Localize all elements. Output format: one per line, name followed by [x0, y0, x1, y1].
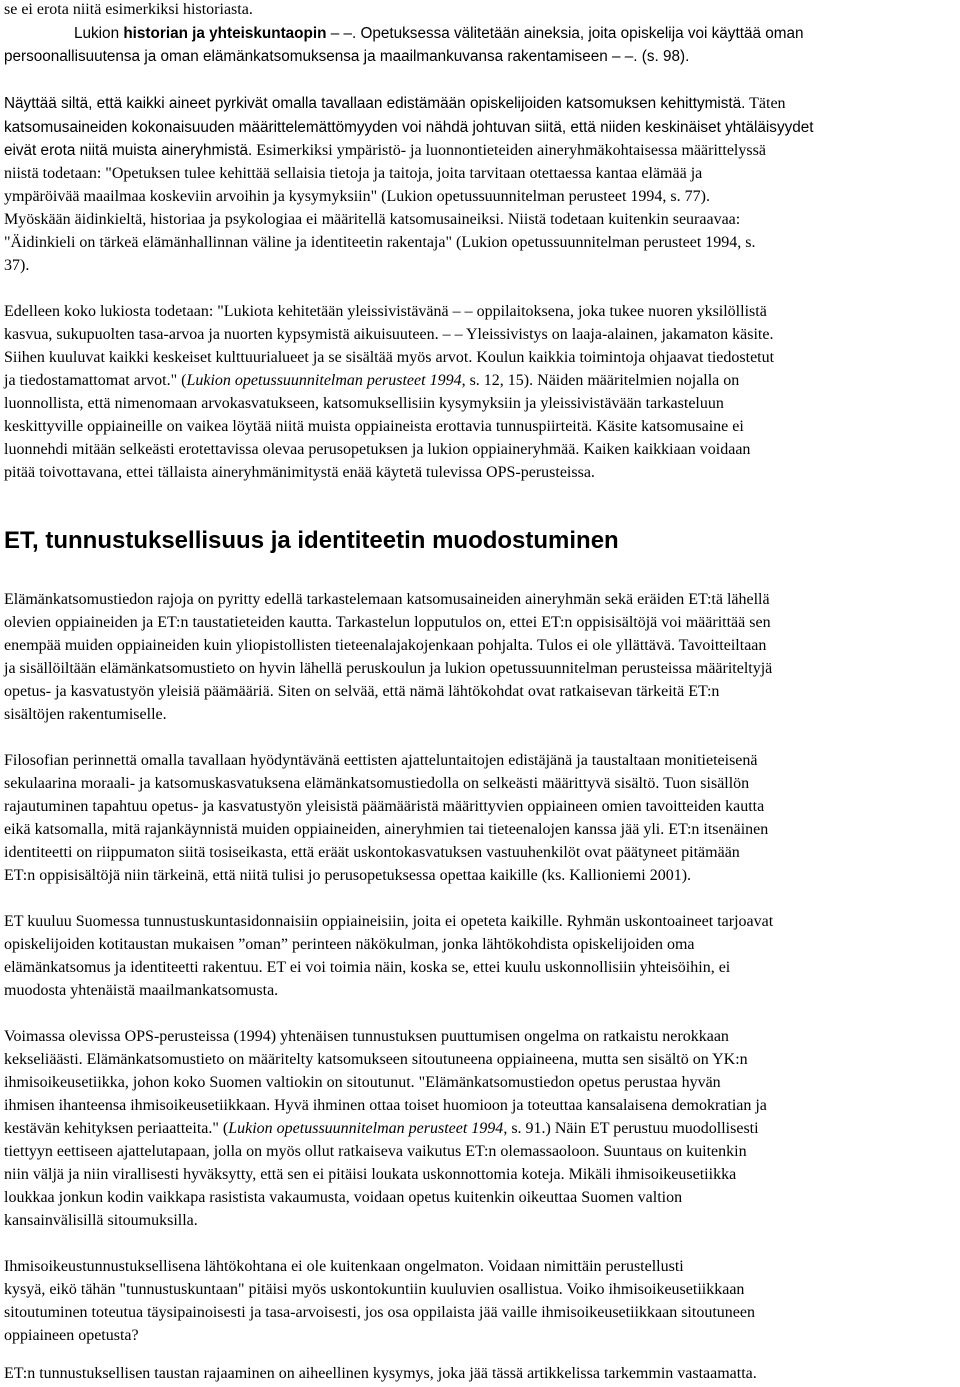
serif-run: Esimerkiksi ympäristö- ja luonnontieteiden aineryhmäkohtaisessa määrittelyssä [252, 142, 766, 159]
text-line: ET kuuluu Suomessa tunnustuskuntasidonnaisiin oppiaineisiin, joita ei opeteta kaikille. Ryhmän uskontoaineet tarjoavat [4, 913, 774, 930]
text-line: elämänkatsomus ja identiteetti rakentuu. ET ei voi toimia näin, koska se, ettei kuulu uskonnollisiin yhteisöihin, ei [4, 959, 731, 976]
text-line: ET:n oppisisältöjä niin tärkeinä, että niitä tulisi jo perusopetuksessa opettaa kaikille (ks. Kallioniemi 2001). [4, 867, 692, 884]
text-line: luonnehdi mitään selkeästi erotettavissa olevaa perusopetuksen ja lukion oppiaineryhmää. Kaiken kaikkiaan voidaan [4, 441, 751, 458]
text-line: kansainvälisillä sitoumuksilla. [4, 1212, 198, 1229]
text-line: Ihmisoikeustunnustuksellisena lähtökohtana ei ole kuitenkaan ongelmaton. Voidaan nimittäin perustellusti [4, 1258, 684, 1275]
sans-run: eivät erota niitä muista aineryhmistä. [4, 142, 253, 159]
quote-lead: Lukion [74, 25, 124, 42]
text-line: kysyä, eikö tähän "tunnustuskuntaan" pitäisi myös uskontokuntiin kuuluvien osallistua. Voiko ihmisoikeusetiikkaan [4, 1281, 745, 1298]
text-line: ET:n tunnustuksellisen taustan rajaaminen on aiheellinen kysymys, joka jää tässä artikkelissa tarkemmin vastaamatta. [4, 1365, 757, 1382]
citation-title: Lukion opetussuunnitelman perusteet 1994 [228, 1120, 504, 1137]
section-heading: ET, tunnustuksellisuus ja identiteetin muodostuminen [4, 527, 619, 554]
text-line: eikä katsomalla, mitä rajankäynnistä muiden oppiaineiden, aineryhmien tai tieteenalojen kanssa jää yli. ET:n itsenäinen [4, 821, 769, 838]
text-line: sitoutuminen toteutua täysipainoisesti ja tasa-arvoisesti, jos osa oppilaista jää vaille ihmisoikeusetiikkaan sitoutuneen [4, 1304, 755, 1321]
text-line [4, 371, 739, 390]
text-line: sekulaarina moraali- ja katsomuskasvatuksena elämänkatsomustiedolla on selkeästi määrittyvä sisältö. Tuon sisällön [4, 775, 750, 792]
text-line: loukkaa jonkun kodin vaikkapa rasistista vakaumusta, voidaan opetus kuitenkin oikeuttaa Suomen valtion [4, 1189, 683, 1206]
text-line: Voimassa olevissa OPS-perusteissa (1994) yhtenäisen tunnustuksen puuttumisen ongelma on ratkaistu nerokkaan [4, 1028, 729, 1045]
text-line: ihmisoikeusetiikka, johon koko Suomen valtiokin on sitoutunut. "Elämänkatsomustiedon opetus perustaa hyvän [4, 1074, 721, 1091]
quote-line: persoonallisuutensa ja oman elämänkatsomuksensa ja maailmankuvansa rakentamiseen – –. (s. 98). [4, 48, 690, 65]
text-line: ihmisen ihanteensa ihmisoikeusetiikkaan. Hyvä ihminen ottaa toiset huomioon ja toteuttaa kansalaisena demokratian ja [4, 1097, 767, 1114]
text-line: opetus- ja kasvatustyön yleisiä päämääriä. Siten on selvää, että nämä lähtökohdat ovat ratkaisevan tärkeitä ET:n [4, 683, 720, 700]
serif-run: Täten [745, 95, 786, 112]
text-line [4, 1119, 759, 1138]
text-line: se ei erota niitä esimerkiksi historiasta. [4, 1, 253, 18]
text-line: kekseliäästi. Elämänkatsomustieto on määritelty katsomukseen sitoutuneena oppiaineena, mutta sen sisältö on YK:n [4, 1051, 748, 1068]
quote-rest: – –. Opetuksessa välitetään aineksia, joita opiskelija voi käyttää oman [326, 25, 804, 42]
text-line: niin väljä ja niin virallisesti hyväksytty, että sen ei pitäisi loukata uskonnottomia koteja. Mikäli ihmisoikeusetiikka [4, 1166, 737, 1183]
text-line: olevien oppiaineiden ja ET:n taustatieteiden kautta. Tarkastelun lopputulos on, ettei ET:n oppisisältöjä voi määrittää sen [4, 614, 771, 631]
text-line: ympäröivää maailmaa koskeviin arvoihin ja kysymyksiin" (Lukion opetussuunnitelman perusteet 1994, s. 77). [4, 188, 710, 205]
text-line: niistä todetaan: "Opetuksen tulee kehittää sellaisia tietoja ja taitoja, joita tarvitaan otettaessa kantaa elämää ja [4, 165, 703, 182]
text-line: katsomusaineiden kokonaisuuden määrittelemättömyyden voi nähdä johtuvan siitä, että niiden keskinäiset yhtäläisyydet [4, 119, 814, 136]
text-line: oppiaineen opetusta? [4, 1327, 139, 1344]
text-line: Elämänkatsomustiedon rajoja on pyritty edellä tarkastelemaan katsomusaineiden aineryhmän sekä eräiden ET:tä lähellä [4, 591, 770, 608]
text-line: muodosta yhtenäistä maailmankatsomusta. [4, 982, 279, 999]
text-run: kestävän kehityksen periaatteita." ( [4, 1120, 229, 1137]
text-line: 37). [4, 257, 30, 274]
quote-subject: historian ja yhteiskuntaopin [123, 25, 327, 42]
sans-run: Näyttää siltä, että kaikki aineet pyrkivät omalla tavallaan edistämään opiskelijoiden katsomuksen kehittymistä. [4, 95, 746, 112]
text-line: opiskelijoiden kotitaustan mukaisen ”oman” perinteen näkökulman, jonka lähtökohdista opiskelijoiden oma [4, 936, 695, 953]
text-line: luonnollista, että nimenomaan arvokasvatukseen, katsomuksellisiin kysymyksiin ja yleissivistävään tarkasteluun [4, 395, 724, 412]
citation-title: Lukion opetussuunnitelman perusteet 1994 [186, 372, 462, 389]
text-line: Filosofian perinnettä omalla tavallaan hyödyntävänä eettisten ajatteluntaitojen edistäjänä ja taustaltaan monitieteisenä [4, 752, 758, 769]
text-line: keskittyville oppiaineille on vaikea löytää niitä muista oppiaineista erottavia tunnuspiirteitä. Käsite katsomusaine ei [4, 418, 744, 435]
text-line: enempää muiden oppiaineiden kuin yliopistollisten tieteenalajakojenkaan pohjalta. Tulos ei ole yllättävä. Tavoitteiltaan [4, 637, 767, 654]
text-line: tiettyyn eettiseen ajattelutapaan, jolla on myös ollut ratkaiseva vaikutus ET:n olemassaoloon. Suuntaus on kuitenkin [4, 1143, 747, 1160]
text-line: Siihen kuuluvat kaikki keskeiset kulttuurialueet ja se sisältää myös arvot. Koulun kaikkia toimintoja ohjaavat tiedostetut [4, 349, 775, 366]
text-line [4, 94, 786, 113]
text-line [4, 141, 766, 160]
text-line: ja sisällöiltään elämänkatsomustieto on hyvin lähellä peruskoulun ja lukion opetussuunnitelman perusteissa määriteltyjä [4, 660, 773, 677]
text-line: Myöskään äidinkieltä, historiaa ja psykologiaa ei määritellä katsomusaineiksi. Niistä todetaan kuitenkin seuraavaa: [4, 211, 741, 228]
text-line: pitää toivottavana, ettei tällaista aineryhmänimitystä enää käytetä tulevissa OPS-perusteissa. [4, 464, 595, 481]
text-line: "Äidinkieli on tärkeä elämänhallinnan väline ja identiteetin rakentaja" (Lukion opetussuunnitelman perusteet 1994, s. [4, 234, 756, 251]
text-run: , s. 12, 15). Näiden määritelmien nojalla on [461, 372, 740, 389]
text-line: rajautuminen tapahtuu opetus- ja kasvatustyön yleisistä päämääristä määrittyvien oppiaineen omien tavoitteiden kautta [4, 798, 765, 815]
text-line: sisältöjen rakentumiselle. [4, 706, 167, 723]
text-line: Edelleen koko lukiosta todetaan: "Lukiota kehitetään yleissivistävänä – – oppilaitoksena, joka tukee nuoren yksilöllistä [4, 303, 767, 320]
text-run: ja tiedostamattomat arvot." ( [4, 372, 187, 389]
text-line: identiteetti on riippumaton siitä tosiseikasta, että eräät uskontokasvatuksen vastuuhenkilöt ovat päätyneet pitämään [4, 844, 740, 861]
text-line: kasvua, sukupuolten tasa-arvoa ja nuorten kypsymistä aikuisuuteen. – – Yleissivistys on laaja-alainen, jakamaton käsite. [4, 326, 774, 343]
text-run: , s. 91.) Näin ET perustuu muodollisesti [503, 1120, 759, 1137]
quote-line [74, 24, 804, 43]
